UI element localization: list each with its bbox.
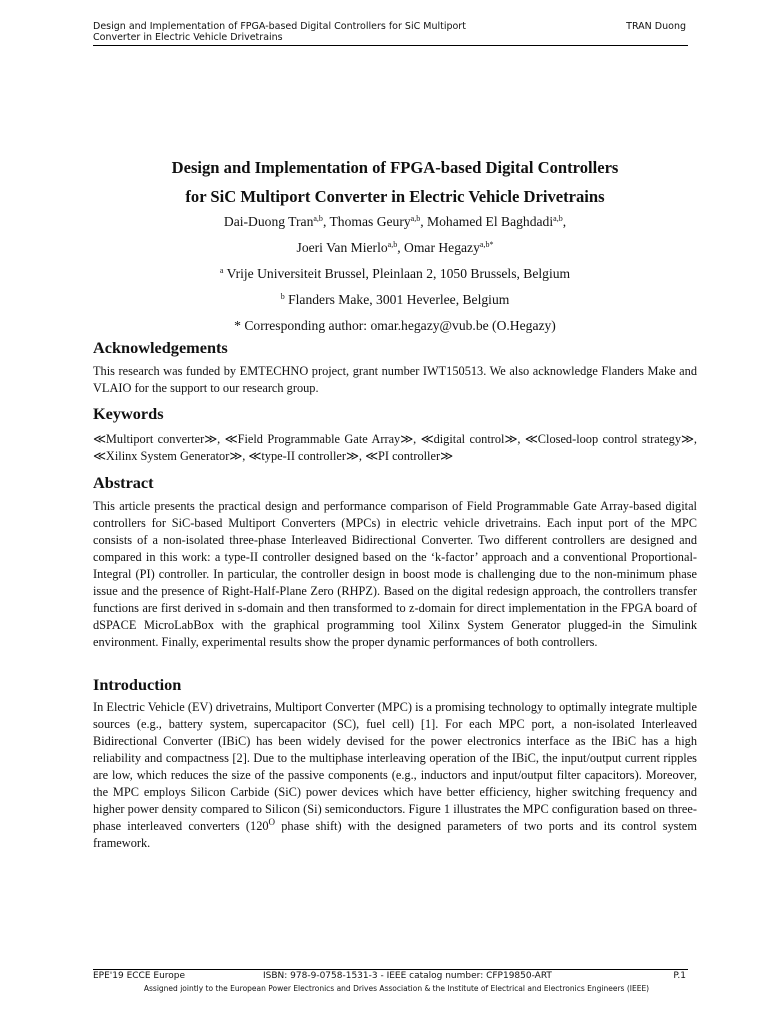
footer-assignment: Assigned jointly to the European Power Electronics and Drives Association & the Institute of Electrical and Electronics Engineers (IEEE) xyxy=(143,984,650,993)
author-name: Mohamed El Baghdadi xyxy=(427,214,554,229)
author-name: Joeri Van Mierlo xyxy=(296,240,388,255)
running-header xyxy=(93,21,688,46)
author-name: Thomas Geury xyxy=(329,214,411,229)
title-line-2: for SiC Multiport Converter in Electric Vehicle Drivetrains xyxy=(185,187,605,206)
affiliation-mark: a,b xyxy=(387,240,398,249)
affiliation-mark: a,b* xyxy=(479,240,494,249)
abstract-text: This article presents the practical design and performance comparison of Field Programmable Gate Array-based digital controllers for SiC-based Multiport Converters (MPCs) in electric vehicle drivetrains. Each input port of the MPC consists of a non-isolated three-phase Interleaved Bidirectional Converter. Two different controllers are designed and compared in this work: a type-II controller designed based on the ‘k-factor’ approach and a conventional Proportional-Integral (PI) controller. In particular, the controller design in boost mode is challenging due to the non-minimum phase issue and the presence of Right-Half-Plane Zero (RHPZ). Based on the digital redesign approach, the controllers transfer functions are first derived in s-domain and then transformed to z-domain for direct implementation in the FPGA board of dSPACE MicroLabBox with the graphical programming tool Xilinx System Generator plugged-in the Simulink environment. Finally, experimental results show the proper dynamic performances of both controllers. xyxy=(93,499,697,649)
title-line-1: Design and Implementation of FPGA-based Digital Controllers xyxy=(171,158,619,177)
affiliation-mark: a,b xyxy=(553,214,563,223)
page-footer xyxy=(93,969,688,994)
intro-text-part: phase shift) with the designed parameters of two ports and its control system framework. xyxy=(93,819,697,850)
footer-isbn: ISBN: 978-9-0758-1531-3 - IEEE catalog number: CFP19850-ART xyxy=(263,971,552,981)
abstract-heading: Abstract xyxy=(93,473,154,492)
acknowledgements-text: This research was funded by EMTECHNO project, grant number IWT150513. We also acknowledge Flanders Make and VLAIO for the support to our research group. xyxy=(93,364,697,395)
author-block xyxy=(93,209,697,339)
author-line-1: Dai-Duong Tran$^{a,b}$, Thomas Geury$^{a,b}$, Mohamed El Baghdadi$^{a,b}$, xyxy=(223,214,567,229)
paper-title xyxy=(93,153,697,211)
affiliation-mark: a xyxy=(219,266,224,275)
affiliation-mark: a,b xyxy=(410,214,421,223)
introduction-heading: Introduction xyxy=(93,675,182,694)
header-author: TRAN Duong xyxy=(626,21,686,32)
affiliation-mark: a,b xyxy=(313,214,323,223)
author-name: Omar Hegazy xyxy=(404,240,480,255)
author-line-2: Joeri Van Mierlo$^{a,b}$, Omar Hegazy$^{a,b*}$ xyxy=(296,240,494,255)
introduction-text xyxy=(93,699,697,852)
degree-mark: O xyxy=(268,816,276,827)
keywords-heading: Keywords xyxy=(93,404,164,423)
acknowledgements-heading: Acknowledgements xyxy=(93,338,228,357)
affiliation-text: Vrije Universiteit Brussel, Pleinlaan 2, 1050 Brussels, Belgium xyxy=(226,266,571,281)
keywords-text: ≪Multiport converter≫, ≪Field Programmable Gate Array≫, ≪digital control≫, ≪Closed-loop control strategy≫, ≪Xilinx System Generator≫, ≪type-II controller≫, ≪PI controller≫ xyxy=(93,432,697,463)
corresponding-author: * Corresponding author: omar.hegazy@vub.be (O.Hegazy) xyxy=(234,318,556,333)
author-name: Dai-Duong Tran xyxy=(223,214,314,229)
intro-text-part: In Electric Vehicle (EV) drivetrains, Multiport Converter (MPC) is a promising technology to optimally integrate multiple sources (e.g., battery system, supercapacitor (SC), fuel cell) [1]. For each MPC port, a non-isolated Interleaved Bidirectional Converter (IBiC) has been widely devised for the power electronics interface as the IBiC has a high reliability and compactness [2]. Due to the multiphase interleaving operation of the IBiC, the input/output current ripples are low, which reduces the size of the passive components (e.g., inductors and input/output filter capacitors). Moreover, the MPC employs Silicon Carbide (SiC) power devices which have better efficiency, higher switching frequency and higher power density compared to Silicon (Si) semiconductors. Figure 1 illustrates the MPC configuration based on three-phase interleaved converters (120 xyxy=(93,700,697,833)
footer-page-number: P.1 xyxy=(673,971,686,981)
footer-conference: EPE'19 ECCE Europe xyxy=(93,971,186,981)
affiliation-a xyxy=(93,261,697,287)
running-title: Design and Implementation of FPGA-based Digital Controllers for SiC Multiport Converter in Electric Vehicle Drivetrains xyxy=(93,21,466,43)
affiliation-text: Flanders Make, 3001 Heverlee, Belgium xyxy=(288,292,510,307)
affiliation-b xyxy=(93,287,697,313)
affiliation-mark: b xyxy=(280,292,285,301)
